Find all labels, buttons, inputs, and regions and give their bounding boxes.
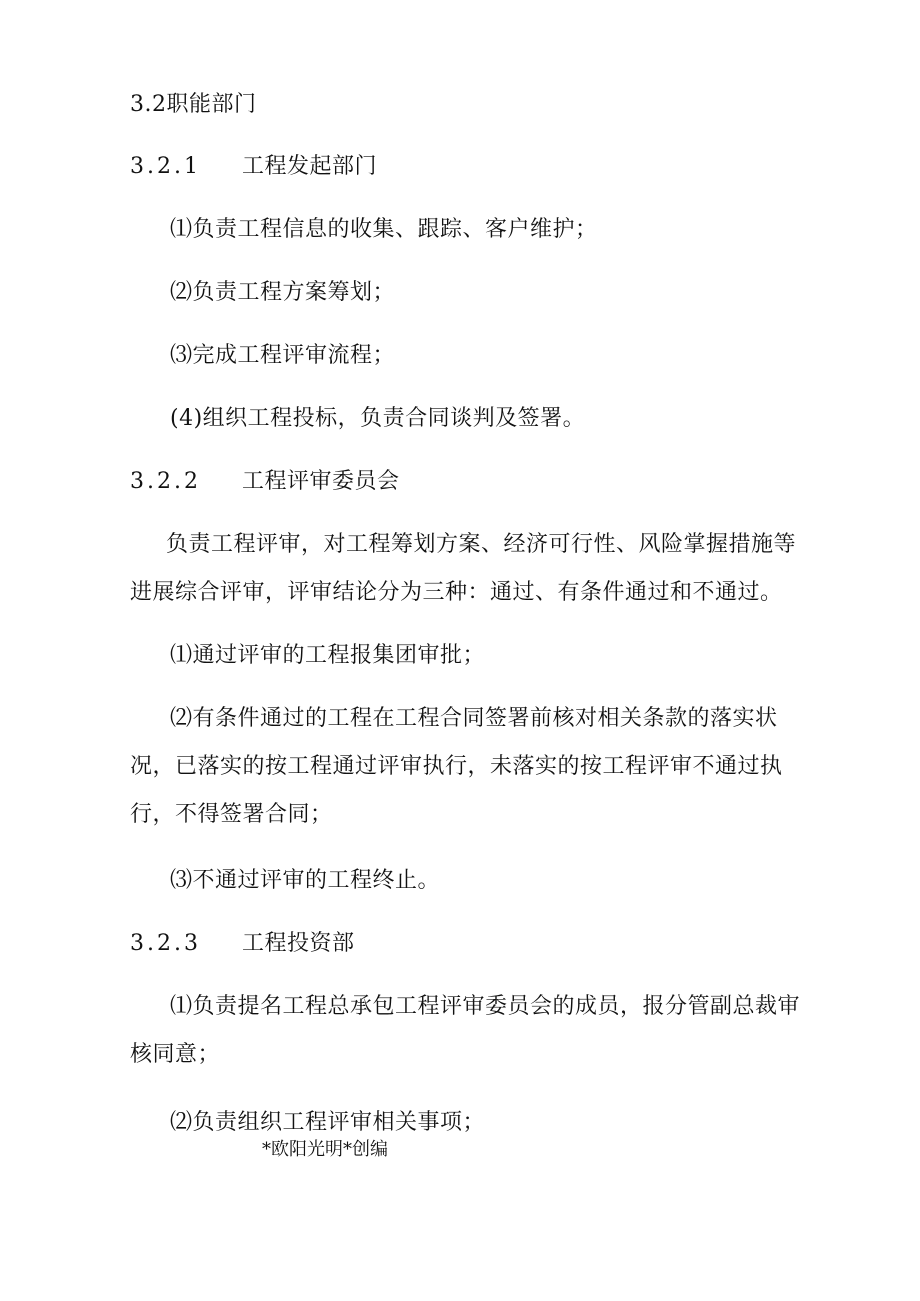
section-heading-3-2-1 (130, 152, 377, 182)
paragraph-line: 负责工程评审，对工程筹划方案、经济可行性、风险掌握措施等 (166, 532, 797, 557)
paragraph-line: 进展综合评审，评审结论分为三种：通过、有条件通过和不通过。 (130, 580, 783, 605)
section-title: 工程评审委员会 (242, 469, 400, 494)
list-item: ⑴负责工程信息的收集、跟踪、客户维护； (170, 217, 598, 242)
list-item: ⑵负责工程方案筹划； (170, 280, 396, 305)
list-item-line: ⑴负责提名工程总承包工程评审委员会的成员，报分管副总裁审 (170, 994, 801, 1019)
section-number: 3.2.3 (130, 931, 201, 956)
list-item-line: 行，不得签署合同； (130, 802, 333, 827)
section-title: 工程发起部门 (242, 154, 378, 179)
list-item: (4)组织工程投标，负责合同谈判及签署。 (170, 406, 586, 431)
list-item: ⑵负责组织工程评审相关事项； (170, 1110, 486, 1135)
section-heading-3-2: 3.2职能部门 (130, 92, 257, 117)
footer-credit: *欧阳光明*创编 (262, 1139, 388, 1160)
section-number: 3.2.1 (130, 154, 201, 179)
list-item: ⑶不通过评审的工程终止。 (170, 868, 441, 893)
section-number: 3.2.2 (130, 469, 201, 494)
section-heading-3-2-2 (130, 467, 400, 497)
list-item: ⑶完成工程评审流程； (170, 343, 396, 368)
list-item: ⑴通过评审的工程报集团审批； (170, 643, 486, 668)
list-item-line: 况，已落实的按工程通过评审执行，未落实的按工程评审不通过执 (130, 754, 783, 779)
section-heading-3-2-3 (130, 929, 355, 959)
list-item-line: ⑵有条件通过的工程在工程合同签署前核对相关条款的落实状 (170, 706, 778, 731)
list-item-line: 核同意； (130, 1042, 221, 1067)
section-title: 工程投资部 (242, 931, 355, 956)
